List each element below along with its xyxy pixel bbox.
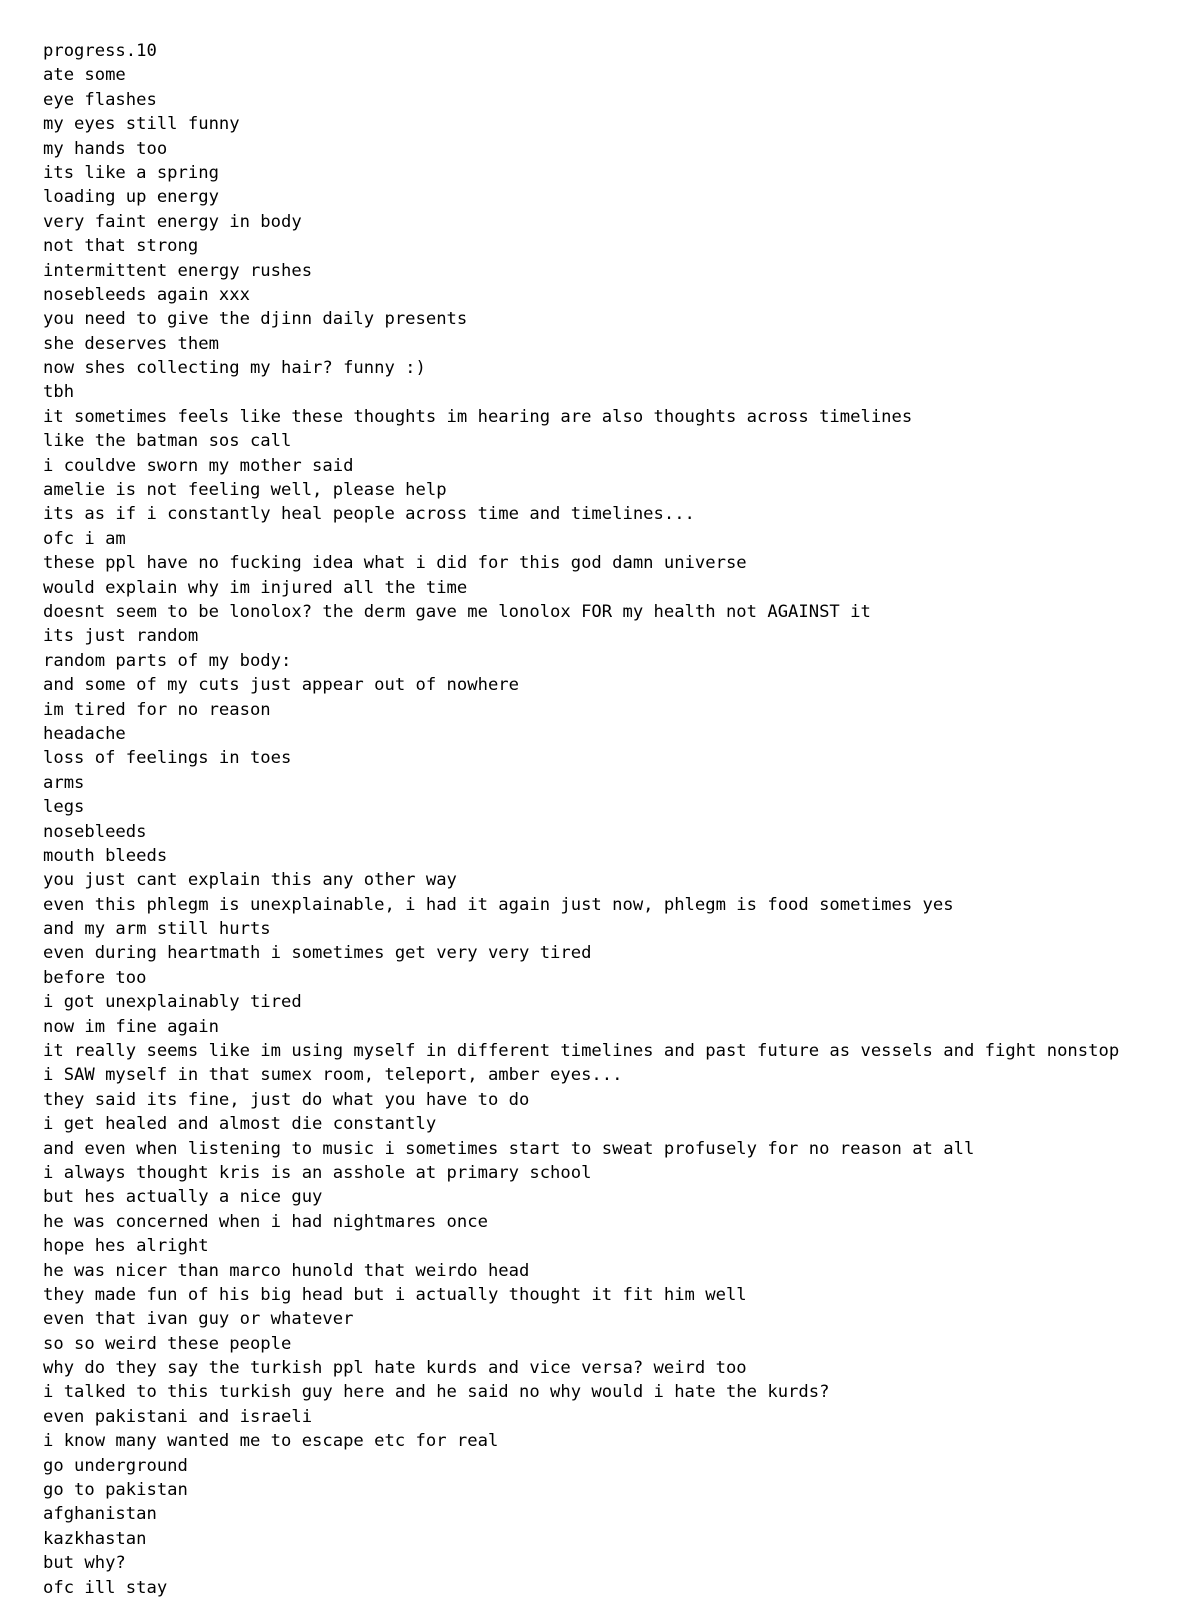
text-line: eye flashes xyxy=(43,89,157,110)
text-line: even that ivan guy or whatever xyxy=(43,1309,354,1330)
text-line: like the batman sos call xyxy=(43,431,292,452)
text-line: my eyes still funny xyxy=(43,114,240,135)
text-line: not that strong xyxy=(43,236,199,257)
text-line: now shes collecting my hair? funny :) xyxy=(43,358,426,379)
text-line: kazkhastan xyxy=(43,1528,147,1549)
text-line: and some of my cuts just appear out of nowhere xyxy=(43,675,519,696)
text-line: intermittent energy rushes xyxy=(43,260,313,281)
text-line: i get healed and almost die constantly xyxy=(43,1114,437,1135)
text-line: it sometimes feels like these thoughts im hearing are also thoughts across timelines xyxy=(43,406,913,427)
text-line: go underground xyxy=(43,1455,188,1476)
text-line: my hands too xyxy=(43,138,168,159)
text-line: tbh xyxy=(43,382,75,403)
text-line: hope hes alright xyxy=(43,1236,209,1257)
text-line: he was nicer than marco hunold that weirdo head xyxy=(43,1260,530,1281)
text-line: now im fine again xyxy=(43,1016,219,1037)
text-line: loading up energy xyxy=(43,187,219,208)
text-line: she deserves them xyxy=(43,333,219,354)
text-line: but hes actually a nice guy xyxy=(43,1187,323,1208)
text-line: amelie is not feeling well, please help xyxy=(43,480,447,501)
text-line: these ppl have no fucking idea what i did for this god damn universe xyxy=(43,553,747,574)
text-line: so so weird these people xyxy=(43,1333,292,1354)
text-line: i know many wanted me to escape etc for real xyxy=(43,1431,499,1452)
text-line: you need to give the djinn daily presents xyxy=(43,309,468,330)
text-line: i couldve sworn my mother said xyxy=(43,455,354,476)
text-line: its like a spring xyxy=(43,162,219,183)
text-line: very faint energy in body xyxy=(43,211,302,232)
text-line: even this phlegm is unexplainable, i had it again just now, phlegm is food sometimes yes xyxy=(43,894,954,915)
text-line: its as if i constantly heal people across time and timelines... xyxy=(43,504,695,525)
text-line: random parts of my body: xyxy=(43,650,292,671)
text-line: they said its fine, just do what you have to do xyxy=(43,1089,530,1110)
text-line: but why? xyxy=(43,1553,126,1574)
text-line: ate some xyxy=(43,65,126,86)
text-line: progress.10 xyxy=(43,41,157,61)
text-line: afghanistan xyxy=(43,1504,157,1525)
text-line: and my arm still hurts xyxy=(43,919,271,940)
text-line: it really seems like im using myself in different timelines and past future as vessels and fight nonstop xyxy=(43,1041,1120,1062)
text-line: would explain why im injured all the time xyxy=(43,577,468,598)
text-line: doesnt seem to be lonolox? the derm gave me lonolox FOR my health not AGAINST it xyxy=(43,601,871,622)
text-line: loss of feelings in toes xyxy=(43,748,292,769)
text-line: arms xyxy=(43,772,85,793)
text-line: even pakistani and israeli xyxy=(43,1406,313,1427)
text-line: and even when listening to music i sometimes start to sweat profusely for no reason at all xyxy=(43,1138,975,1159)
text-line: even during heartmath i sometimes get very very tired xyxy=(43,943,592,964)
text-line: why do they say the turkish ppl hate kurds and vice versa? weird too xyxy=(43,1358,747,1379)
text-line: i SAW myself in that sumex room, teleport, amber eyes... xyxy=(43,1065,623,1086)
text-line: you just cant explain this any other way xyxy=(43,870,457,891)
text-line: its just random xyxy=(43,626,199,647)
text-line: headache xyxy=(43,723,126,744)
text-line: i talked to this turkish guy here and he said no why would i hate the kurds? xyxy=(43,1382,830,1403)
text-line: nosebleeds again xxx xyxy=(43,284,250,305)
text-line: i got unexplainably tired xyxy=(43,992,302,1013)
text-line: nosebleeds xyxy=(43,821,147,842)
text-line: im tired for no reason xyxy=(43,699,271,720)
text-line: ofc ill stay xyxy=(43,1577,168,1598)
text-line: i always thought kris is an asshole at primary school xyxy=(43,1162,592,1183)
text-line: before too xyxy=(43,967,147,988)
text-line: they made fun of his big head but i actually thought it fit him well xyxy=(43,1284,747,1305)
text-line: go to pakistan xyxy=(43,1480,188,1501)
text-line: ofc i am xyxy=(43,528,126,549)
text-line: he was concerned when i had nightmares once xyxy=(43,1211,488,1232)
text-line: legs xyxy=(43,797,85,818)
text-line: mouth bleeds xyxy=(43,845,168,866)
text-document xyxy=(43,39,1193,1600)
